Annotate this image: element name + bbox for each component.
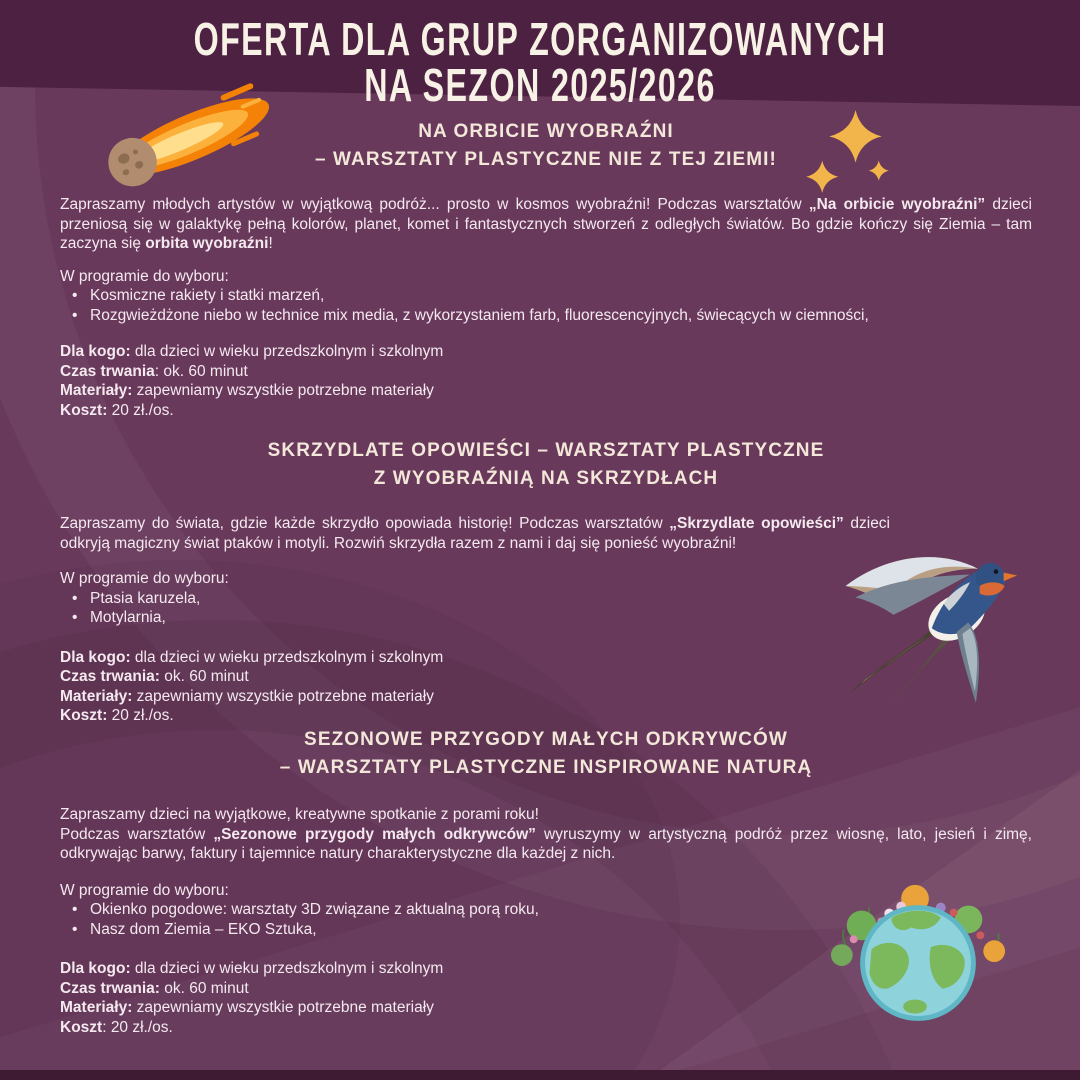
program-list — [60, 286, 1032, 325]
detail-row — [60, 381, 1032, 401]
section-heading-line1: NA ORBICIE WYOBRAŹNI — [418, 121, 674, 142]
section-heading-line2: – WARSZTATY PLASTYCZNE NIE Z TEJ ZIEMI! — [315, 148, 777, 170]
program-list — [60, 589, 1032, 628]
program-label: W programie do wyboru: — [60, 570, 229, 588]
detail-row — [60, 401, 1032, 421]
detail-label: Materiały: — [60, 382, 133, 400]
detail-row — [60, 687, 1032, 707]
detail-label: Czas trwania: — [60, 668, 160, 686]
detail-row — [60, 979, 1032, 999]
section-intro — [60, 195, 1032, 254]
section-heading-line2: Z WYOBRAŹNIĄ NA SKRZYDŁACH — [373, 467, 719, 489]
intro-text-bold: „Na orbicie wyobraźni” — [808, 196, 986, 214]
section-heading — [60, 118, 1032, 173]
detail-value: 20 zł./os. — [107, 401, 174, 419]
detail-value: dla dzieci w wieku przedszkolnym i szkolnym — [130, 648, 444, 666]
intro-text: wyruszymy w artystyczną podróż przez wiosnę, lato, jesień i zimę, odkrywając barwy, faktury i tajemnice natury charakterystyczne dla każdej z nich. — [60, 825, 1032, 863]
detail-value: ok. 60 minut — [159, 668, 249, 686]
bottom-strip — [0, 1070, 1080, 1080]
section-heading — [60, 726, 1032, 781]
list-item: • Nasz dom Ziemia – EKO Sztuka, — [72, 920, 1032, 940]
detail-row — [60, 648, 1032, 668]
program-block — [60, 569, 1032, 628]
detail-value: zapewniamy wszystkie potrzebne materiały — [132, 382, 434, 400]
section-heading-line1: SKRZYDLATE OPOWIEŚCI – WARSZTATY PLASTYCZNE — [267, 440, 825, 461]
section-heading-line2: – WARSZTATY PLASTYCZNE INSPIROWANE NATURĄ — [279, 756, 813, 778]
detail-row — [60, 667, 1032, 687]
intro-text-bold: „Skrzydlate opowieści” — [669, 515, 844, 533]
detail-value: 20 zł./os. — [107, 707, 174, 725]
detail-value: : 20 zł./os. — [102, 1018, 173, 1036]
section-intro — [60, 514, 890, 553]
detail-label: Dla kogo: — [60, 648, 131, 666]
detail-row — [60, 362, 1032, 382]
details-block — [60, 648, 1032, 726]
detail-row — [60, 342, 1032, 362]
detail-row — [60, 1018, 1032, 1038]
poster-title-line1: OFERTA DLA GRUP ZORGANIZOWANYCH — [193, 13, 887, 65]
section-heading-line1: SEZONOWE PRZYGODY MAŁYCH ODKRYWCÓW — [304, 729, 788, 750]
detail-value: dla dzieci w wieku przedszkolnym i szkolnym — [130, 960, 444, 978]
section-intro-line1: Zapraszamy dzieci na wyjątkowe, kreatywne spotkanie z porami roku! — [60, 806, 539, 824]
section-sezonowe-przygody — [60, 726, 1032, 1037]
program-block — [60, 267, 1032, 326]
detail-label: Materiały: — [60, 687, 133, 705]
section-na-orbicie-wyobrazni — [60, 118, 1032, 420]
intro-text: Podczas warsztatów — [60, 825, 214, 843]
program-label: W programie do wyboru: — [60, 267, 229, 285]
intro-text-bold: „Sezonowe przygody małych odkrywców” — [213, 825, 536, 843]
poster-title-line2: NA SEZON 2025/2026 — [364, 59, 716, 111]
section-heading — [60, 437, 1032, 492]
intro-text: Zapraszamy do świata, gdzie każde skrzydło opowiada historię! Podczas warsztatów — [60, 515, 670, 533]
list-item: • Rozgwieżdżone niebo w technice mix media, z wykorzystaniem farb, fluorescencyjnych, świecących w ciemności, — [72, 306, 1032, 326]
detail-label: Czas trwania — [60, 362, 155, 380]
detail-label: Koszt: — [60, 401, 108, 419]
intro-text: dzieci odkryją magiczny świat ptaków i motyli. Rozwiń skrzydła razem z nami i daj się ponieść wyobraźni! — [60, 515, 891, 552]
detail-value: zapewniamy wszystkie potrzebne materiały — [132, 687, 434, 705]
intro-text: Zapraszamy młodych artystów w wyjątkową podróż... prosto w kosmos wyobraźni! Podczas warsztatów — [60, 196, 809, 214]
detail-label: Dla kogo: — [60, 343, 131, 361]
detail-label: Koszt: — [60, 707, 108, 725]
section-skrzydlate-opowiesci — [60, 437, 1032, 726]
detail-value: ok. 60 minut — [159, 979, 249, 997]
detail-label: Koszt — [60, 1018, 103, 1036]
detail-row — [60, 706, 1032, 726]
program-label: W programie do wyboru: — [60, 881, 229, 899]
detail-label: Materiały: — [60, 999, 133, 1017]
detail-value: dla dzieci w wieku przedszkolnym i szkolnym — [130, 343, 444, 361]
detail-row — [60, 998, 1032, 1018]
detail-label: Czas trwania: — [60, 979, 160, 997]
list-item: • Ptasia karuzela, — [72, 589, 1032, 609]
detail-row — [60, 959, 1032, 979]
list-item: • Okienko pogodowe: warsztaty 3D związane z aktualną porą roku, — [72, 900, 1032, 920]
detail-label: Dla kogo: — [60, 960, 131, 978]
intro-text-bold: orbita wyobraźni — [145, 235, 269, 253]
intro-text: dzieci przeniosą się w galaktykę pełną kolorów, planet, komet i fantastycznych stworzeń z odległych światów. Bo gdzie kończy się Ziemia – tam zaczyna się — [60, 196, 1032, 253]
detail-value: : ok. 60 minut — [154, 362, 248, 380]
detail-value: zapewniamy wszystkie potrzebne materiały — [132, 999, 434, 1017]
section-intro — [60, 825, 1032, 864]
program-block — [60, 881, 1032, 940]
details-block — [60, 342, 1032, 420]
details-block — [60, 959, 1032, 1037]
list-item: • Kosmiczne rakiety i statki marzeń, — [72, 286, 1032, 306]
list-item: • Motylarnia, — [72, 608, 1032, 628]
intro-text: ! — [268, 235, 273, 253]
program-list — [60, 900, 1032, 939]
